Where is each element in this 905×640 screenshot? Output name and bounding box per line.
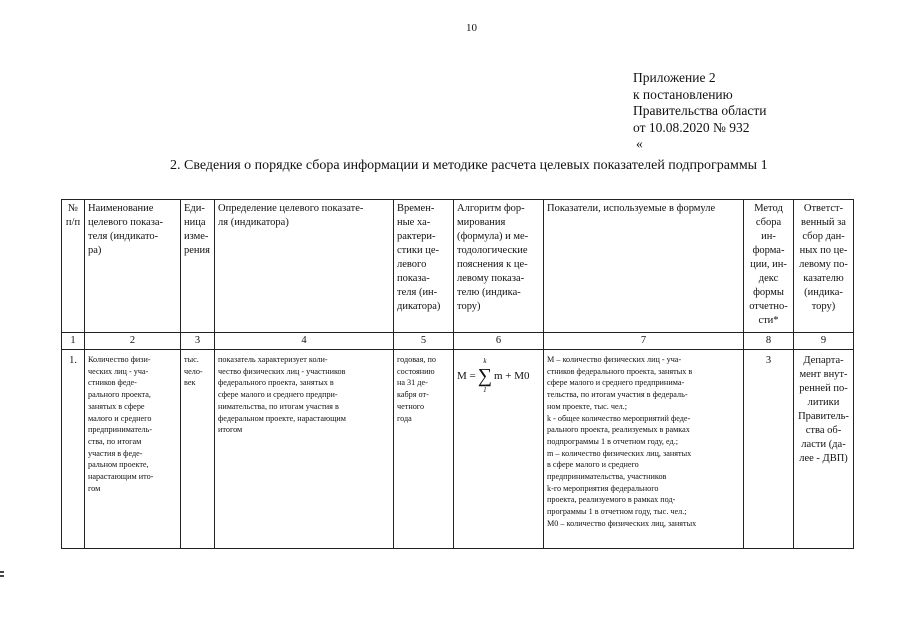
- header-cell: Времен- ные ха- рактери- стики це- левого показа- теля (ин- дикатора): [394, 200, 454, 333]
- definition-cell: показатель характеризует коли- чество физических лиц - участников федерального проекта, занятых в сфере малого и среднего предпри- нимательства, по итогам участия в федеральном проекте, нарастающим итогом: [215, 350, 394, 549]
- scan-mark: [0, 575, 4, 577]
- column-number: 6: [454, 333, 544, 350]
- column-number: 1: [62, 333, 85, 350]
- unit-cell: тыс. чело- век: [181, 350, 215, 549]
- header-cell: Алгоритм фор- мирования (формула) и ме- тодологические пояснения к це- левому показа- телю (индика- тору): [454, 200, 544, 333]
- column-number: 5: [394, 333, 454, 350]
- page-number: 10: [466, 22, 477, 34]
- row-number: 1.: [62, 350, 85, 549]
- indicator-name: Количество физи- ческих лиц - уча- стников феде- рального проекта, занятых в сфере малого и среднего предприниматель- ства, по итогам участия в феде- ральном проекте, нарастающим ито- гом: [85, 350, 181, 549]
- formula-lhs: M =: [457, 370, 476, 382]
- collection-method-cell: 3: [744, 350, 794, 549]
- column-number: 9: [794, 333, 854, 350]
- sum-symbol: [478, 357, 492, 395]
- appendix-line: Правительства области: [633, 103, 767, 118]
- scan-mark: [0, 571, 4, 573]
- appendix-line: Приложение 2: [633, 70, 716, 85]
- header-cell: Ответст- венный за сбор дан- ных по це- левому по- казателю (индика- тору): [794, 200, 854, 333]
- sum-lower-limit: 1: [483, 386, 487, 394]
- appendix-line: «: [636, 136, 643, 151]
- appendix-line: к постановлению: [633, 86, 733, 102]
- table-row: [62, 350, 854, 549]
- appendix-line: от 10.08.2020 № 932: [633, 119, 750, 135]
- header-cell: Метод сбора ин- форма- ции, ин- декс формы отчетно- сти*: [744, 200, 794, 333]
- sigma-symbol: ∑: [477, 365, 492, 387]
- column-number: 8: [744, 333, 794, 350]
- time-characteristics-cell: годовая, по состоянию на 31 де- кабря от- четного года: [394, 350, 454, 549]
- header-cell: Определение целевого показате- ля (индикатора): [215, 200, 394, 333]
- formula-cell: [454, 350, 544, 549]
- header-cell: Наименование целевого показа- теля (индикато- ра): [85, 200, 181, 333]
- formula-rhs: m + M0: [494, 370, 530, 382]
- column-number: 2: [85, 333, 181, 350]
- column-number-row: [62, 333, 854, 350]
- sum-upper-limit: k: [483, 357, 487, 365]
- column-number: 3: [181, 333, 215, 350]
- header-cell: Показатели, используемые в формуле: [544, 200, 744, 333]
- column-number: 4: [215, 333, 394, 350]
- formula-indicators-cell: M – количество физических лиц - уча- стников федерального проекта, занятых в сфере малого и среднего предпринима- тельства, по итогам участия в федераль- ном проекте, тыс. чел.; k - общее количество мероприятий феде- рального проекта, реализуемых в рамках подпрограммы 1 в отчетном году, ед.; m – количество физических лиц, занятых в сфере малого и среднего предпринимательства, участников k-го мероприятия федерального проекта, реализуемого в рамках под- программы 1 в отчетном году, тыс. чел.; M0 – количество физических лиц, занятых: [544, 350, 744, 549]
- formula: [457, 357, 540, 395]
- section-title: 2. Сведения о порядке сбора информации и методике расчета целевых показателей подпрограммы 1: [170, 158, 768, 173]
- appendix-header: [633, 70, 766, 153]
- header-cell: № п/п: [62, 200, 85, 333]
- responsible-cell: Департа- мент внут- ренней по- литики Правитель- ства об- ласти (да- лее - ДВП): [794, 350, 854, 549]
- header-cell: Еди- ница изме- рения: [181, 200, 215, 333]
- indicators-table: [61, 199, 854, 549]
- table-header-row: [62, 200, 854, 333]
- column-number: 7: [544, 333, 744, 350]
